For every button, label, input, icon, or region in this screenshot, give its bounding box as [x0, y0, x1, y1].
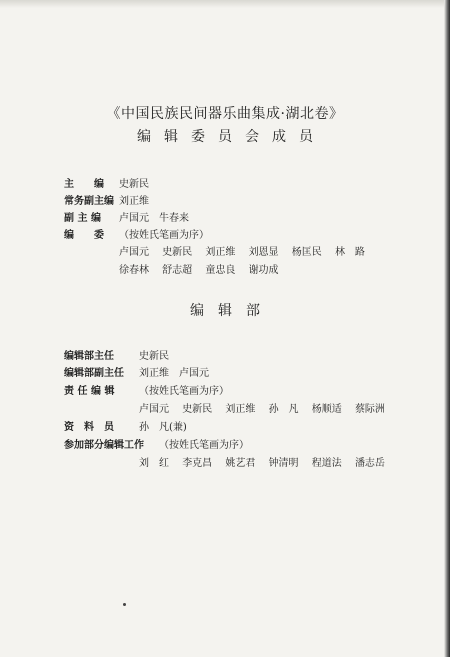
committee-members-label: 编 委	[64, 230, 104, 241]
list-item: 杨顺适	[311, 404, 342, 415]
dept-deputy-director-label: 编辑部副主任	[64, 368, 124, 379]
list-item: 史新民	[162, 247, 193, 258]
contributors-line	[139, 458, 385, 470]
list-item: 刘正维	[205, 247, 236, 258]
list-item: 潘志岳	[354, 458, 385, 469]
list-item: 史新民	[182, 404, 213, 415]
dept-deputy-director-value: 刘正维 卢国元	[139, 368, 209, 379]
list-item: 程道法	[311, 458, 342, 469]
book-title: 《中国民族民间器乐曲集成·湖北卷》	[106, 106, 344, 122]
committee-members-note: （按姓氏笔画为序）	[119, 230, 209, 241]
responsible-editors-note: （按姓氏笔画为序）	[139, 386, 229, 397]
scan-top-band	[0, 0, 450, 8]
deputy-editor-label: 副 主 编	[64, 213, 101, 224]
scan-right-edge	[444, 0, 450, 657]
list-item: 卢国元	[139, 404, 169, 415]
list-item: 刘 红	[139, 458, 169, 469]
contributors-label: 参加部分编辑工作	[64, 440, 144, 451]
responsible-editors-label: 责 任 编 辑	[64, 386, 115, 397]
committee-title: 编辑委员会成员	[137, 129, 326, 145]
list-item: 杨匡民	[291, 247, 322, 258]
deputy-editor-value: 卢国元 牛春来	[119, 213, 189, 224]
exec-deputy-editor-value: 刘正维	[119, 196, 149, 207]
dept-director-value: 史新民	[139, 351, 169, 362]
list-item: 孙 凡	[268, 404, 299, 415]
list-item: 童忠良	[205, 265, 236, 276]
list-item: 蔡际洲	[354, 404, 385, 415]
exec-deputy-editor-label: 常务副主编	[64, 196, 114, 207]
list-item: 刘正维	[225, 404, 256, 415]
chief-editor-label: 主 编	[64, 179, 104, 190]
committee-members-line-1	[119, 247, 375, 259]
list-item: 刘恩显	[248, 247, 279, 258]
chief-editor-value: 史新民	[119, 179, 149, 190]
dept-director-label: 编辑部主任	[64, 351, 114, 362]
list-item: 徐春林	[119, 265, 149, 276]
list-item: 卢国元	[119, 247, 149, 258]
department-title: 编辑部	[190, 303, 274, 319]
list-item: 林 路	[334, 247, 365, 258]
responsible-editors-line	[139, 404, 385, 416]
contributors-note: （按姓氏笔画为序）	[159, 440, 249, 451]
archivist-value: 孙 凡(兼)	[139, 422, 187, 433]
list-item: 舒志超	[162, 265, 193, 276]
committee-members-line-2	[119, 265, 289, 277]
scan-speck	[123, 603, 126, 606]
list-item: 姚艺君	[225, 458, 256, 469]
list-item: 李克昌	[182, 458, 213, 469]
list-item: 谢功成	[248, 265, 279, 276]
archivist-label: 资 料 员	[64, 422, 114, 433]
list-item: 钟清明	[268, 458, 299, 469]
